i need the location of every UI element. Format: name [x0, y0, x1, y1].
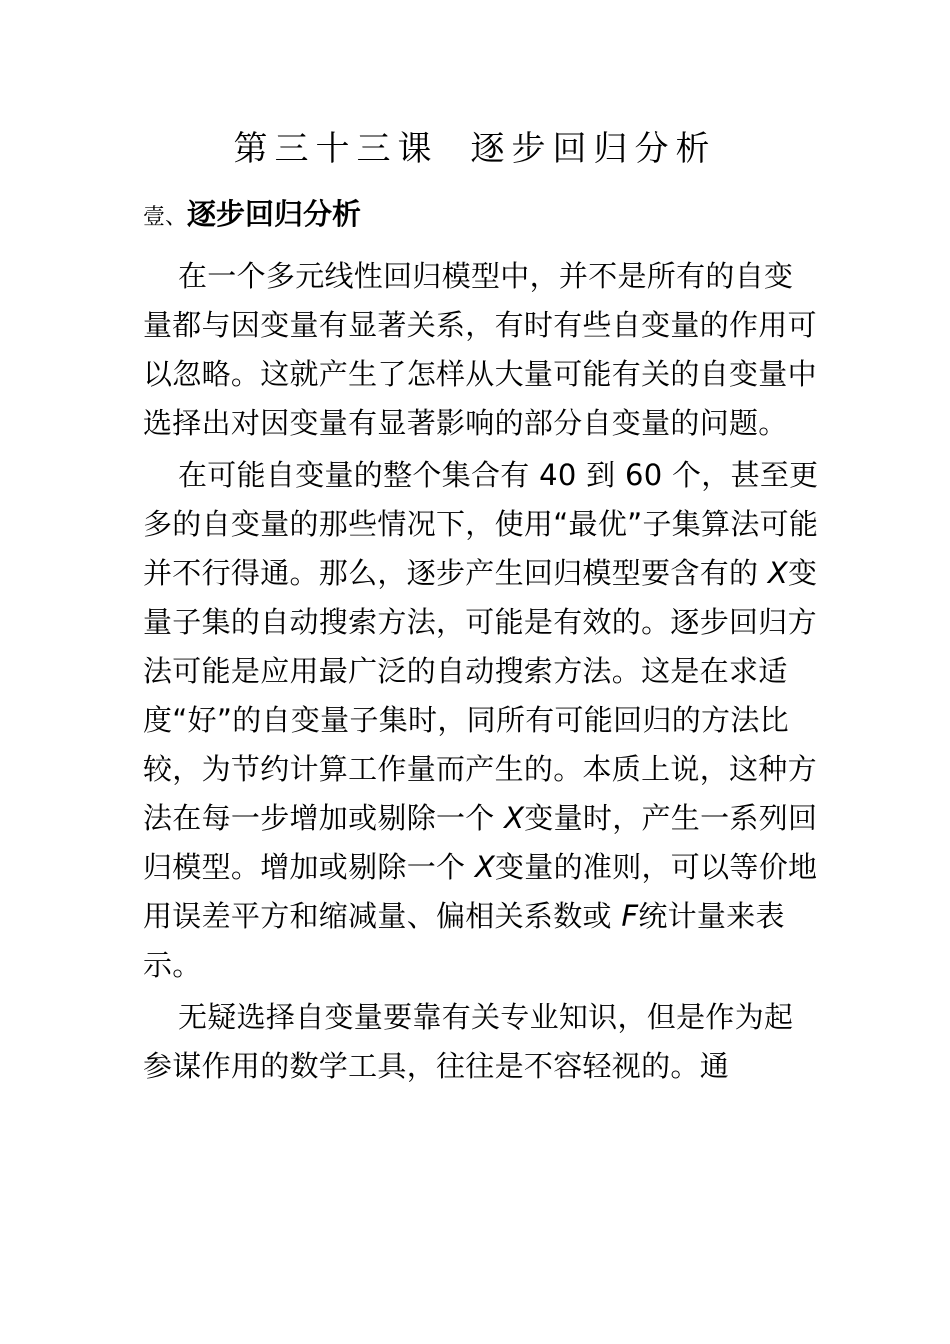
page-title: [0, 124, 950, 174]
variable-f: F: [621, 899, 639, 933]
paragraph-2-text-e: 统计量来表示。: [143, 899, 785, 982]
section-number: 壹、: [143, 205, 188, 230]
paragraph-2: [143, 451, 819, 990]
variable-x: X: [767, 556, 788, 590]
paragraph-3: 无疑选择自变量要靠有关专业知识，但是作为起参谋作用的数学工具，往往是不容轻视的。通: [143, 1000, 794, 1083]
document-body: [143, 252, 819, 1094]
section-heading-text: 逐步回归分析: [187, 197, 362, 231]
paragraph-2-text-b: 变量子集的自动搜索方法，可能是有效的。逐步回归方法可能是应用最广泛的自动搜索方法。这是在求适度“好”的自变量子集时，同所有可能回归的方法比较，为节约计算工作量而产生的。本质上说，这种方法在每一步增加或剔除一个: [143, 556, 818, 835]
paragraph-1: 在一个多元线性回归模型中，并不是所有的自变量都与因变量有显著关系，有时有些自变量的作用可以忽略。这就产生了怎样从大量可能有关的自变量中选择出对因变量有显著影响的部分自变量的问题。: [143, 259, 817, 440]
paragraph-2-text-a: 在可能自变量的整个集合有 40 到 60 个，甚至更多的自变量的那些情况下，使用“最优”子集算法可能并不行得通。那么，逐步产生回归模型要含有的: [143, 458, 819, 590]
paragraph-2-text-c: 变量时，产生一系列回归模型。增加或剔除一个: [143, 801, 818, 884]
section-heading: [143, 192, 823, 241]
paragraph-2-text-d: 变量的准则，可以等价地用误差平方和缩减量、偏相关系数或: [143, 850, 818, 933]
title-topic: 逐步回归分析: [470, 129, 717, 169]
variable-x: X: [504, 801, 525, 835]
title-lesson-number: 第三十三课: [233, 129, 439, 169]
variable-x: X: [474, 850, 495, 884]
